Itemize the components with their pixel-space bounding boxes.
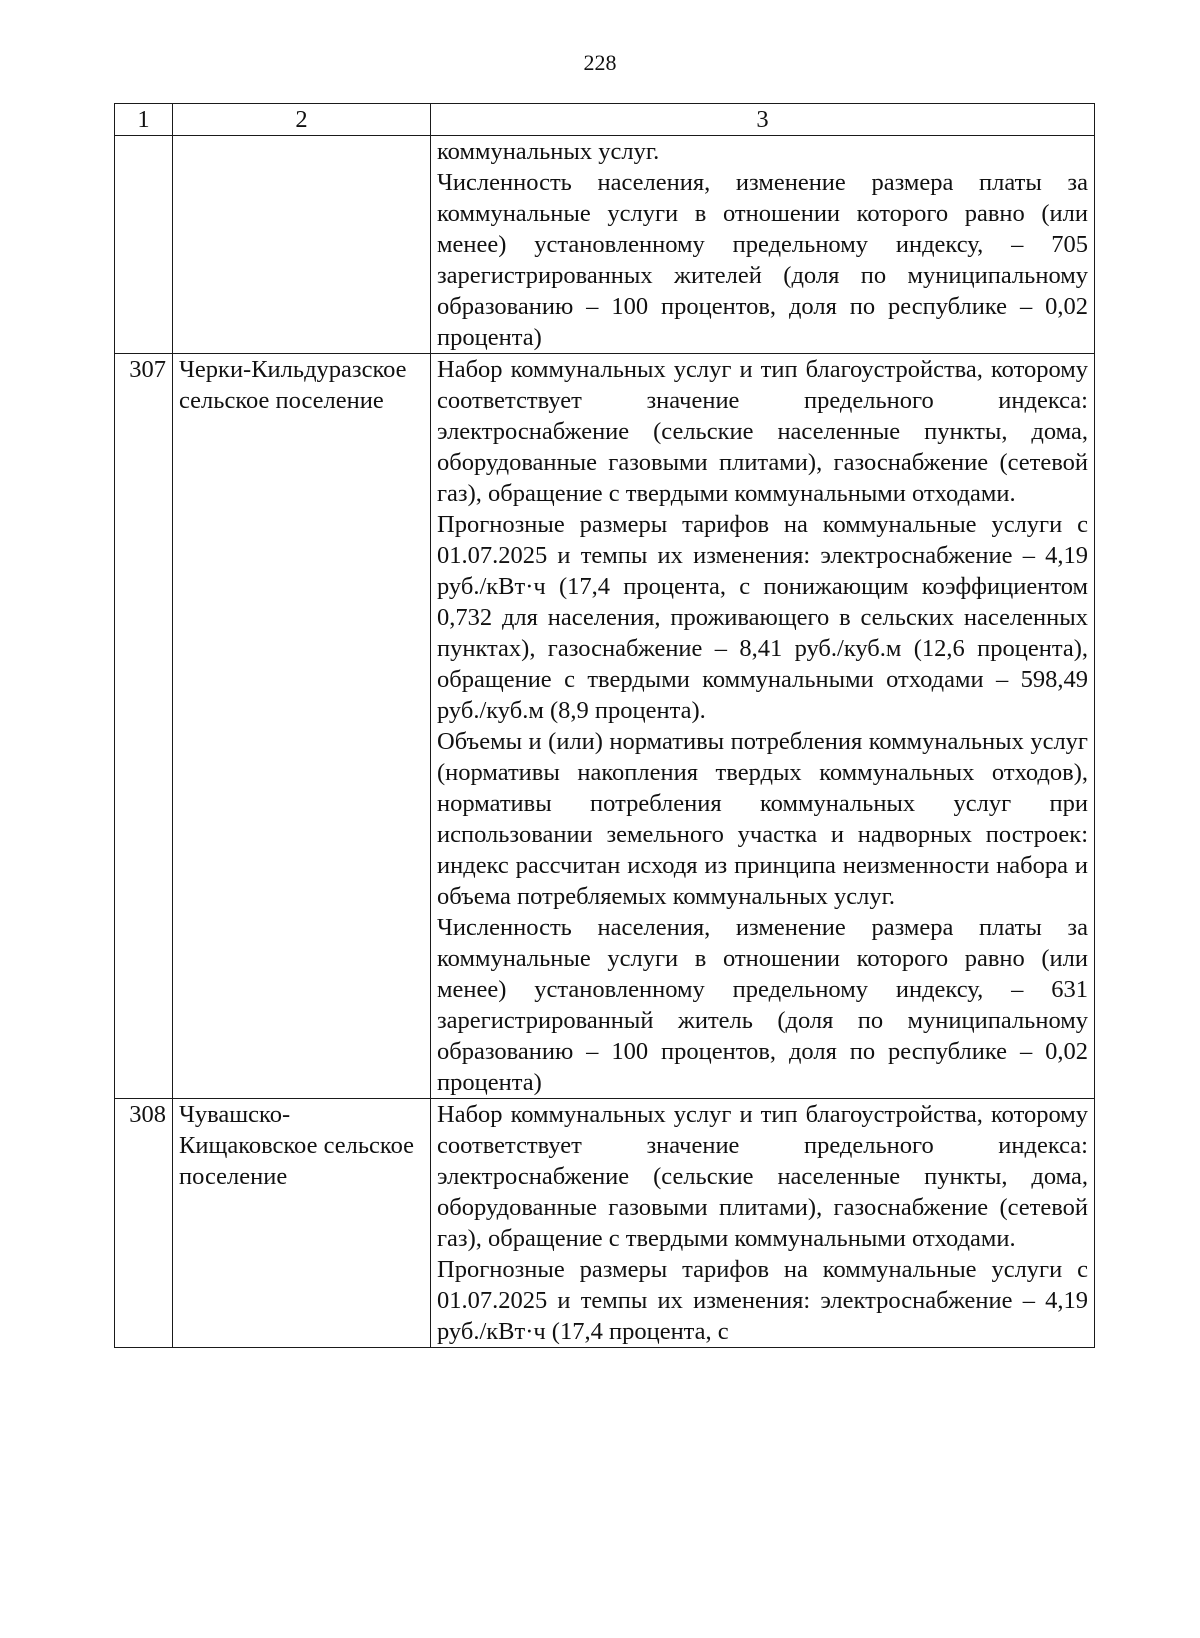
paragraph: коммунальных услуг. (437, 138, 660, 165)
row-description (431, 354, 1095, 1099)
row-number (115, 136, 173, 354)
paragraph: Набор коммунальных услуг и тип благоустройства, которому соответствует значение предельного индекса: электроснабжение (сельские населенные пункты, дома, оборудованные газовыми плитами), газоснабжение (сетевой газ), обращение с твердыми коммунальными отходами. (437, 1101, 1088, 1252)
row-number: 307 (115, 354, 173, 1099)
column-header-2: 2 (173, 104, 431, 136)
table-row (115, 136, 1095, 354)
column-header-3: 3 (431, 104, 1095, 136)
row-number: 308 (115, 1099, 173, 1348)
paragraph: Численность населения, изменение размера платы за коммунальные услуги в отношении которого равно (или менее) установленному предельному индексу, – 631 зарегистрированный житель (доля по муниципальному образованию – 100 процентов, доля по республике – 0,02 процента) (437, 914, 1088, 1096)
row-description (431, 1099, 1095, 1348)
settlement-name: Черки-Кильдуразское сельское поселение (173, 354, 431, 1099)
paragraph: Численность населения, изменение размера платы за коммунальные услуги в отношении которого равно (или менее) установленному предельному индексу, – 705 зарегистрированных жителей (доля по муниципальному образованию – 100 процентов, доля по республике – 0,02 процента) (437, 169, 1088, 351)
paragraph: Прогнозные размеры тарифов на коммунальные услуги с 01.07.2025 и темпы их изменения: электроснабжение – 4,19 руб./кВт·ч (17,4 процента, с понижающим коэффициентом 0,732 для населения, проживающего в сельских населенных пунктах), газоснабжение – 8,41 руб./куб.м (12,6 процента), обращение с твердыми коммунальными отходами – 598,49 руб./куб.м (8,9 процента). (437, 511, 1088, 724)
paragraph: Прогнозные размеры тарифов на коммунальные услуги с 01.07.2025 и темпы их изменения: электроснабжение – 4,19 руб./кВт·ч (17,4 процента, с (437, 1256, 1088, 1345)
row-description (431, 136, 1095, 354)
settlement-name (173, 136, 431, 354)
page-number: 228 (583, 50, 617, 75)
table-row (115, 1099, 1095, 1348)
paragraph: Объемы и (или) нормативы потребления коммунальных услуг (нормативы накопления твердых коммунальных отходов), нормативы потребления коммунальных услуг при использовании земельного участка и надворных построек: индекс рассчитан исходя из принципа неизменности набора и объема потребляемых коммунальных услуг. (437, 728, 1088, 910)
column-header-1: 1 (115, 104, 173, 136)
paragraph: Набор коммунальных услуг и тип благоустройства, которому соответствует значение предельного индекса: электроснабжение (сельские населенные пункты, дома, оборудованные газовыми плитами), газоснабжение (сетевой газ), обращение с твердыми коммунальными отходами. (437, 356, 1088, 507)
table-row (115, 354, 1095, 1099)
settlement-name: Чувашско-Кищаковское сельское поселение (173, 1099, 431, 1348)
table-header-row (115, 104, 1095, 136)
tariff-table (114, 103, 1095, 1348)
